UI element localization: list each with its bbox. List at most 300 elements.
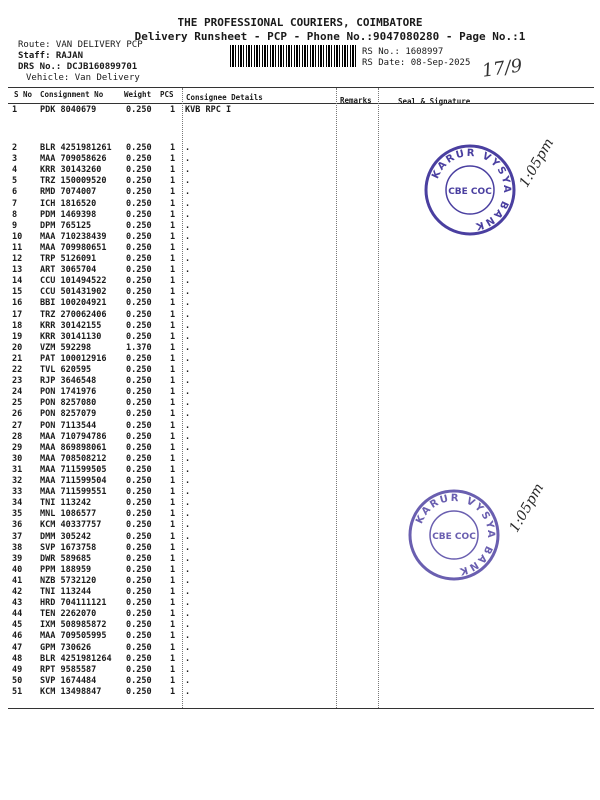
- pcs-cell: 1: [170, 198, 176, 209]
- weight-cell: 0.250: [126, 498, 152, 509]
- weight-cell: 0.250: [126, 165, 152, 176]
- sno-cell: 33: [12, 487, 23, 498]
- sno-cell: 19: [12, 331, 23, 342]
- consignment-cell: KRR 30141130: [40, 331, 102, 342]
- consignment-cell: PDM 1469398: [40, 209, 97, 220]
- weight-cell: 0.250: [126, 664, 152, 675]
- pcs-cell: 1: [170, 376, 176, 387]
- pcs-cell: 1: [170, 154, 176, 165]
- sno-cell: 12: [12, 254, 23, 264]
- table-row: [0, 265, 600, 276]
- weight-cell: 0.250: [126, 675, 152, 686]
- consignment-cell: KRR 30143260: [40, 165, 102, 176]
- table-row: [0, 398, 600, 409]
- sno-cell: 2: [12, 143, 18, 153]
- table-row: [0, 421, 600, 432]
- consignee-cell: .: [185, 187, 191, 198]
- consignment-cell: MAA 711599551: [40, 487, 107, 498]
- weight-cell: 0.250: [126, 420, 152, 431]
- col-consignment: Consignment No: [40, 90, 104, 99]
- table-row: [0, 298, 600, 309]
- consignment-cell: BBI 100204921: [40, 298, 107, 309]
- pcs-cell: 1: [170, 509, 176, 520]
- table-row: [0, 554, 600, 565]
- consignee-cell: .: [185, 542, 191, 553]
- consignee-cell: .: [185, 353, 191, 364]
- consignee-cell: .: [185, 420, 191, 431]
- sno-cell: 46: [12, 631, 23, 642]
- pcs-cell: 1: [170, 242, 176, 253]
- sno-cell: 40: [12, 564, 23, 575]
- pcs-cell: 1: [170, 320, 176, 331]
- consignment-cell: MAA 708508212: [40, 453, 107, 464]
- stamp-signature: 1:05pm: [506, 480, 548, 536]
- pcs-cell: 1: [170, 309, 176, 320]
- sno-cell: 50: [12, 675, 23, 686]
- consignment-cell: TNI 113244: [40, 587, 92, 597]
- consignment-cell: MAA 710238439: [40, 231, 107, 242]
- stamp-ring-text: KARUR VYSYA BANK: [430, 147, 513, 232]
- consignment-cell: DWR 589685: [40, 553, 92, 564]
- consignee-cell: .: [185, 143, 191, 153]
- stamp-center-text: CBE COC: [432, 532, 476, 542]
- weight-cell: 0.250: [126, 187, 152, 198]
- sno-cell: 45: [12, 620, 23, 631]
- vehicle-label: Vehicle: Van Delivery: [26, 73, 140, 83]
- pcs-cell: 1: [170, 265, 176, 276]
- pcs-cell: 1: [170, 176, 176, 187]
- weight-cell: 0.250: [126, 209, 152, 220]
- consignment-cell: TEN 2262070: [40, 609, 97, 620]
- consignee-cell: .: [185, 675, 191, 686]
- pcs-cell: 1: [170, 187, 176, 198]
- consignment-cell: CCU 501431902: [40, 287, 107, 298]
- sno-cell: 32: [12, 476, 23, 486]
- sno-cell: 36: [12, 520, 23, 531]
- table-row: [0, 387, 600, 398]
- sno-cell: 11: [12, 242, 23, 253]
- sno-cell: 17: [12, 309, 23, 320]
- consignee-cell: .: [185, 209, 191, 220]
- consignment-cell: PON 8257080: [40, 398, 97, 409]
- consignee-cell: .: [185, 464, 191, 475]
- consignment-cell: ICH 1816520: [40, 198, 97, 209]
- consignee-cell: .: [185, 553, 191, 564]
- consignee-cell: .: [185, 476, 191, 486]
- consignee-cell: .: [185, 231, 191, 242]
- consignee-cell: .: [185, 176, 191, 187]
- pcs-cell: 1: [170, 686, 176, 697]
- consignee-cell: .: [185, 664, 191, 675]
- table-row: [0, 287, 600, 298]
- consignee-cell: .: [185, 498, 191, 509]
- pcs-cell: 1: [170, 165, 176, 176]
- pcs-cell: 1: [170, 431, 176, 442]
- pcs-cell: 1: [170, 453, 176, 464]
- col-weight: Weight: [124, 90, 152, 99]
- sno-cell: 15: [12, 287, 23, 298]
- consignment-cell: RMD 7074007: [40, 187, 97, 198]
- sno-cell: 9: [12, 220, 18, 231]
- table-row: [0, 321, 600, 332]
- table-row: [0, 354, 600, 365]
- pcs-cell: 1: [170, 464, 176, 475]
- consignee-cell: .: [185, 598, 191, 609]
- weight-cell: 0.250: [126, 653, 152, 664]
- bank-stamp: [420, 140, 520, 240]
- sno-cell: 7: [12, 198, 18, 209]
- pcs-cell: 1: [170, 387, 176, 398]
- header-top-rule: [8, 87, 594, 88]
- weight-cell: 0.250: [126, 631, 152, 642]
- consignee-cell: .: [185, 320, 191, 331]
- pcs-cell: 1: [170, 620, 176, 631]
- pcs-cell: 1: [170, 209, 176, 220]
- consignment-cell: PON 7113544: [40, 420, 97, 431]
- weight-cell: 0.250: [126, 431, 152, 442]
- weight-cell: 0.250: [126, 231, 152, 242]
- consignee-cell: .: [185, 287, 191, 298]
- sno-cell: 30: [12, 453, 23, 464]
- weight-cell: 0.250: [126, 575, 152, 586]
- consignee-cell: .: [185, 298, 191, 309]
- weight-cell: 1.370: [126, 342, 152, 353]
- sno-cell: 13: [12, 265, 23, 276]
- weight-cell: 0.250: [126, 331, 152, 342]
- table-row: [0, 365, 600, 376]
- pcs-cell: 1: [170, 653, 176, 664]
- pcs-cell: 1: [170, 105, 176, 115]
- consignee-cell: .: [185, 398, 191, 409]
- sno-cell: 29: [12, 442, 23, 453]
- sno-cell: 39: [12, 553, 23, 564]
- sno-cell: 23: [12, 376, 23, 387]
- consignment-cell: VZM 592298: [40, 342, 92, 353]
- weight-cell: 0.250: [126, 464, 152, 475]
- consignment-cell: RJP 3646548: [40, 376, 97, 387]
- sno-cell: 10: [12, 231, 23, 242]
- weight-cell: 0.250: [126, 476, 152, 486]
- pcs-cell: 1: [170, 231, 176, 242]
- consignee-cell: KVB RPC I: [185, 105, 232, 115]
- weight-cell: 0.250: [126, 220, 152, 231]
- consignee-cell: .: [185, 254, 191, 264]
- pcs-cell: 1: [170, 331, 176, 342]
- consignee-cell: .: [185, 198, 191, 209]
- weight-cell: 0.250: [126, 487, 152, 498]
- consignment-cell: MAA 709505995: [40, 631, 107, 642]
- company-title: THE PROFESSIONAL COURIERS, COIMBATORE: [177, 16, 423, 29]
- weight-cell: 0.250: [126, 376, 152, 387]
- header-bottom-rule: [8, 103, 594, 104]
- consignment-cell: ART 3065704: [40, 265, 97, 276]
- weight-cell: 0.250: [126, 309, 152, 320]
- consignee-cell: .: [185, 331, 191, 342]
- pcs-cell: 1: [170, 531, 176, 542]
- pcs-cell: 1: [170, 587, 176, 597]
- table-row: [0, 105, 600, 116]
- sno-cell: 6: [12, 187, 18, 198]
- consignee-cell: .: [185, 487, 191, 498]
- sno-cell: 5: [12, 176, 18, 187]
- sno-cell: 42: [12, 587, 23, 597]
- weight-cell: 0.250: [126, 409, 152, 420]
- consignee-cell: .: [185, 265, 191, 276]
- sno-cell: 8: [12, 209, 18, 220]
- weight-cell: 0.250: [126, 542, 152, 553]
- sno-cell: 31: [12, 464, 23, 475]
- consignee-cell: .: [185, 376, 191, 387]
- weight-cell: 0.250: [126, 365, 152, 375]
- consignee-cell: .: [185, 276, 191, 287]
- consignee-cell: .: [185, 642, 191, 653]
- consignment-cell: RPT 9585587: [40, 664, 97, 675]
- consignment-cell: HRD 704111121: [40, 598, 107, 609]
- weight-cell: 0.250: [126, 143, 152, 153]
- consignee-cell: .: [185, 242, 191, 253]
- weight-cell: 0.250: [126, 298, 152, 309]
- weight-cell: 0.250: [126, 276, 152, 287]
- sno-cell: 49: [12, 664, 23, 675]
- drs-label: DRS No.: DCJB160899701: [18, 62, 138, 72]
- weight-cell: 0.250: [126, 620, 152, 631]
- pcs-cell: 1: [170, 353, 176, 364]
- table-row: [0, 432, 600, 443]
- weight-cell: 0.250: [126, 587, 152, 597]
- consignment-cell: MAA 709980651: [40, 242, 107, 253]
- sno-cell: 1: [12, 105, 18, 115]
- consignee-cell: .: [185, 653, 191, 664]
- weight-cell: 0.250: [126, 609, 152, 620]
- table-row: [0, 409, 600, 420]
- table-row: [0, 332, 600, 343]
- weight-cell: 0.250: [126, 320, 152, 331]
- weight-cell: 0.250: [126, 642, 152, 653]
- sno-cell: 47: [12, 642, 23, 653]
- consignment-cell: MAA 711599504: [40, 476, 107, 486]
- sno-cell: 16: [12, 298, 23, 309]
- consignment-cell: TRZ 270062406: [40, 309, 107, 320]
- consignment-cell: PPM 188959: [40, 564, 92, 575]
- table-row: [0, 631, 600, 642]
- table-row: [0, 598, 600, 609]
- weight-cell: 0.250: [126, 154, 152, 165]
- consignee-cell: .: [185, 575, 191, 586]
- consignment-cell: PDK 8040679: [40, 105, 97, 115]
- weight-cell: 0.250: [126, 453, 152, 464]
- sno-cell: 43: [12, 598, 23, 609]
- route-label: Route: VAN DELIVERY PCP: [18, 40, 143, 50]
- consignment-cell: KCM 40337757: [40, 520, 102, 531]
- table-row: [0, 532, 600, 543]
- table-row: [0, 476, 600, 487]
- sno-cell: 34: [12, 498, 23, 509]
- sno-cell: 37: [12, 531, 23, 542]
- consignment-cell: MAA 711599505: [40, 464, 107, 475]
- consignment-cell: GPM 730626: [40, 642, 92, 653]
- consignment-cell: TNI 113242: [40, 498, 92, 509]
- table-row: [0, 254, 600, 265]
- col-remarks: Remarks: [340, 96, 372, 105]
- weight-cell: 0.250: [126, 287, 152, 298]
- table-row: [0, 665, 600, 676]
- sno-cell: 28: [12, 431, 23, 442]
- consignment-cell: KRR 30142155: [40, 320, 102, 331]
- pcs-cell: 1: [170, 598, 176, 609]
- weight-cell: 0.250: [126, 531, 152, 542]
- weight-cell: 0.250: [126, 242, 152, 253]
- pcs-cell: 1: [170, 575, 176, 586]
- pcs-cell: 1: [170, 542, 176, 553]
- sno-cell: 3: [12, 154, 18, 165]
- consignment-cell: MAA 709058626: [40, 154, 107, 165]
- consignee-cell: .: [185, 509, 191, 520]
- consignee-cell: .: [185, 631, 191, 642]
- weight-cell: 0.250: [126, 553, 152, 564]
- table-row: [0, 676, 600, 687]
- barcode: [230, 45, 358, 67]
- consignment-cell: DPM 765125: [40, 220, 92, 231]
- consignment-cell: MAA 710794786: [40, 431, 107, 442]
- weight-cell: 0.250: [126, 564, 152, 575]
- table-row: [0, 543, 600, 554]
- col-pcs: PCS: [160, 90, 174, 99]
- consignee-cell: .: [185, 154, 191, 165]
- sno-cell: 4: [12, 165, 18, 176]
- weight-cell: 0.250: [126, 520, 152, 531]
- weight-cell: 0.250: [126, 265, 152, 276]
- weight-cell: 0.250: [126, 198, 152, 209]
- sno-cell: 22: [12, 365, 23, 375]
- pcs-cell: 1: [170, 254, 176, 264]
- consignment-cell: TRP 5126091: [40, 254, 97, 264]
- table-row: [0, 687, 600, 698]
- bank-stamp: [404, 485, 504, 585]
- sno-cell: 26: [12, 409, 23, 420]
- weight-cell: 0.250: [126, 254, 152, 264]
- table-row: [0, 465, 600, 476]
- consignee-cell: .: [185, 520, 191, 531]
- pcs-cell: 1: [170, 664, 176, 675]
- weight-cell: 0.250: [126, 686, 152, 697]
- pcs-cell: 1: [170, 631, 176, 642]
- pcs-cell: 1: [170, 143, 176, 153]
- table-row: [0, 376, 600, 387]
- consignee-cell: .: [185, 431, 191, 442]
- rs-number: RS No.: 1608997: [362, 47, 444, 57]
- consignee-cell: .: [185, 587, 191, 597]
- consignment-cell: TRZ 150009520: [40, 176, 107, 187]
- consignee-cell: .: [185, 309, 191, 320]
- pcs-cell: 1: [170, 276, 176, 287]
- table-row: [0, 620, 600, 631]
- consignee-cell: .: [185, 442, 191, 453]
- sno-cell: 51: [12, 686, 23, 697]
- sno-cell: 24: [12, 387, 23, 398]
- pcs-cell: 1: [170, 553, 176, 564]
- pcs-cell: 1: [170, 609, 176, 620]
- pcs-cell: 1: [170, 498, 176, 509]
- consignee-cell: .: [185, 220, 191, 231]
- table-bottom-rule: [8, 708, 594, 709]
- pcs-cell: 1: [170, 220, 176, 231]
- consignment-cell: BLR 4251981264: [40, 653, 112, 664]
- table-row: [0, 565, 600, 576]
- sno-cell: 21: [12, 353, 23, 364]
- col-sno: S No: [14, 90, 33, 99]
- stamp-ring-text: KARUR VYSYA BANK: [414, 492, 497, 577]
- pcs-cell: 1: [170, 564, 176, 575]
- weight-cell: 0.250: [126, 598, 152, 609]
- consignee-cell: .: [185, 564, 191, 575]
- pcs-cell: 1: [170, 442, 176, 453]
- consignment-cell: MNL 1086577: [40, 509, 97, 520]
- table-row: [0, 654, 600, 665]
- stamp-signature: 1:05pm: [516, 135, 558, 191]
- pcs-cell: 1: [170, 398, 176, 409]
- consignee-cell: .: [185, 165, 191, 176]
- sno-cell: 35: [12, 509, 23, 520]
- pcs-cell: 1: [170, 287, 176, 298]
- consignment-cell: IXM 508985872: [40, 620, 107, 631]
- consignee-cell: .: [185, 342, 191, 353]
- consignee-cell: .: [185, 531, 191, 542]
- weight-cell: 0.250: [126, 442, 152, 453]
- table-row: [0, 310, 600, 321]
- pcs-cell: 1: [170, 342, 176, 353]
- table-row: [0, 343, 600, 354]
- col-seal: Seal & Signature: [398, 97, 471, 106]
- consignment-cell: PON 8257079: [40, 409, 97, 420]
- runsheet-title: Delivery Runsheet - PCP - Phone No.:9047080280 - Page No.:1: [134, 30, 526, 43]
- pcs-cell: 1: [170, 409, 176, 420]
- sno-cell: 25: [12, 398, 23, 409]
- weight-cell: 0.250: [126, 353, 152, 364]
- sno-cell: 38: [12, 542, 23, 553]
- pcs-cell: 1: [170, 298, 176, 309]
- weight-cell: 0.250: [126, 387, 152, 398]
- table-row: [0, 587, 600, 598]
- table-row: [0, 487, 600, 498]
- consignment-cell: PON 1741976: [40, 387, 97, 398]
- consignee-cell: .: [185, 365, 191, 375]
- sno-cell: 20: [12, 342, 23, 353]
- staff-label: Staff: RAJAN: [18, 51, 84, 61]
- pcs-cell: 1: [170, 487, 176, 498]
- weight-cell: 0.250: [126, 509, 152, 520]
- table-row: [0, 454, 600, 465]
- col-consignee: Consignee Details: [186, 93, 263, 102]
- consignee-cell: .: [185, 453, 191, 464]
- consignment-cell: CCU 101494522: [40, 276, 107, 287]
- consignee-cell: .: [185, 409, 191, 420]
- consignment-cell: KCM 13498847: [40, 686, 102, 697]
- weight-cell: 0.250: [126, 398, 152, 409]
- pcs-cell: 1: [170, 642, 176, 653]
- weight-cell: 0.250: [126, 105, 152, 115]
- consignee-cell: .: [185, 387, 191, 398]
- consignment-cell: PAT 100012916: [40, 353, 107, 364]
- table-row: [0, 498, 600, 509]
- table-row: [0, 576, 600, 587]
- consignment-cell: BLR 4251981261: [40, 143, 112, 153]
- sno-cell: 14: [12, 276, 23, 287]
- table-row: [0, 643, 600, 654]
- table-row: [0, 443, 600, 454]
- stamp-center-text: CBE COC: [448, 187, 492, 197]
- pcs-cell: 1: [170, 420, 176, 431]
- sno-cell: 18: [12, 320, 23, 331]
